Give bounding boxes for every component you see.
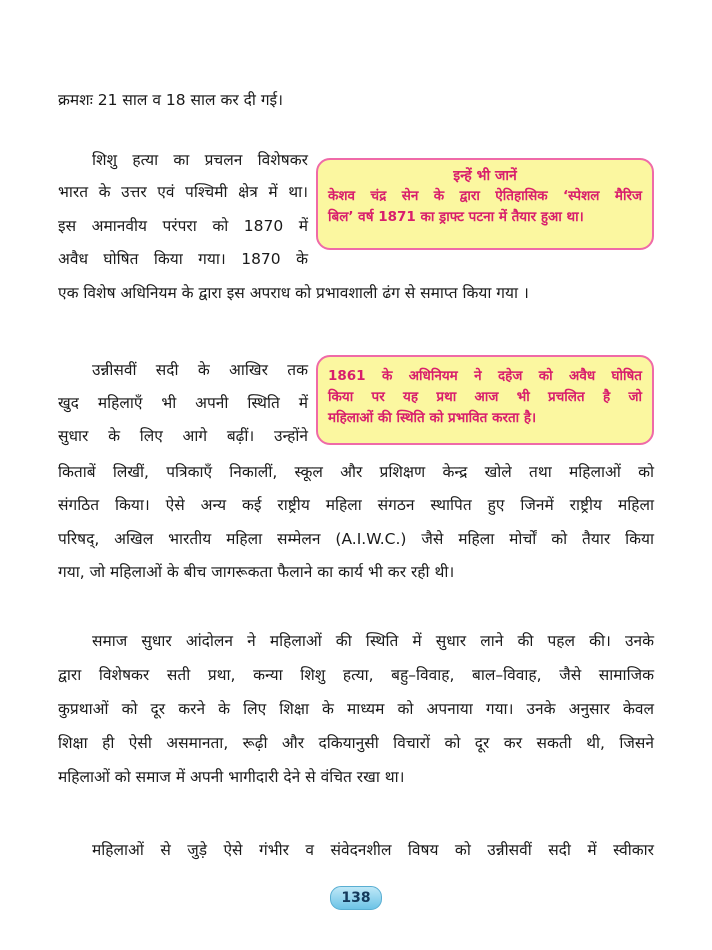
paragraph-line: शिक्षा ही ऐसी असमानता, रूढ़ी और दकियानुसी विचारों को दूर कर सकती थी, जिसने bbox=[58, 734, 654, 752]
paragraph-line: शिशु हत्या का प्रचलन विशेषकर bbox=[92, 151, 308, 169]
paragraph-line: कुप्रथाओं को दूर करने के लिए शिक्षा के माध्यम को अपनाया गया। उनके अनुसार केवल bbox=[58, 700, 654, 718]
paragraph-line: क्रमशः 21 साल व 18 साल कर दी गई। bbox=[58, 91, 284, 109]
info-box-line: महिलाओं की स्थिति को प्रभावित करता है। bbox=[328, 410, 537, 426]
paragraph-line: इस अमानवीय परंपरा को 1870 में bbox=[58, 217, 308, 235]
info-box-line: केशव चंद्र सेन के द्वारा ऐतिहासिक ‘स्पेशल मैरिज bbox=[328, 188, 642, 204]
info-box-dowry-act bbox=[316, 355, 654, 445]
info-box-line: बिल’ वर्ष 1871 का ड्राफ्ट पटना में तैयार हुआ था। bbox=[328, 209, 584, 225]
info-box-know-more bbox=[316, 158, 654, 250]
paragraph-line: एक विशेष अधिनियम के द्वारा इस अपराध को प्रभावशाली ढंग से समाप्त किया गया । bbox=[58, 284, 529, 302]
paragraph-line: महिलाओं से जुड़े ऐसे गंभीर व संवेदनशील विषय को उन्नीसवीं सदी में स्वीकार bbox=[92, 841, 654, 859]
paragraph-line: द्वारा विशेषकर सती प्रथा, कन्या शिशु हत्या, बहु–विवाह, बाल–विवाह, जैसे सामाजिक bbox=[58, 666, 654, 684]
paragraph-line: भारत के उत्तर एवं पश्चिमी क्षेत्र में था। bbox=[58, 183, 308, 201]
paragraph-line: समाज सुधार आंदोलन ने महिलाओं की स्थिति में सुधार लाने की पहल की। उनके bbox=[92, 632, 654, 650]
info-box-line: किया पर यह प्रथा आज भी प्रचलित है जो bbox=[328, 389, 642, 405]
info-box-line: 1861 के अधिनियम ने दहेज को अवैध घोषित bbox=[328, 368, 642, 384]
paragraph-line: संगठित किया। ऐसे अन्य कई राष्ट्रीय महिला संगठन स्थापित हुए जिनमें राष्ट्रीय महिला bbox=[58, 496, 654, 514]
paragraph-line: गया, जो महिलाओं के बीच जागरूकता फैलाने का कार्य भी कर रही थी। bbox=[58, 563, 455, 581]
info-box-title: इन्हें भी जानें bbox=[453, 168, 517, 184]
paragraph-line: महिलाओं को समाज में अपनी भागीदारी देने से वंचित रखा था। bbox=[58, 768, 405, 786]
paragraph-line: किताबें लिखीं, पत्रिकाएँ निकालीं, स्कूल और प्रशिक्षण केन्द्र खोले तथा महिलाओं को bbox=[58, 463, 654, 481]
page-number-badge: 138 bbox=[330, 886, 382, 910]
paragraph-line: परिषद्, अखिल भारतीय महिला सम्मेलन (A.I.W.C.) जैसे महिला मोर्चों को तैयार किया bbox=[58, 530, 654, 548]
paragraph-line: अवैध घोषित किया गया। 1870 के bbox=[58, 250, 308, 268]
paragraph-line: खुद महिलाएँ भी अपनी स्थिति में bbox=[58, 394, 308, 412]
paragraph-line: उन्नीसवीं सदी के आखिर तक bbox=[92, 361, 308, 379]
paragraph-line: सुधार के लिए आगे बढ़ीं। उन्होंने bbox=[58, 427, 308, 445]
